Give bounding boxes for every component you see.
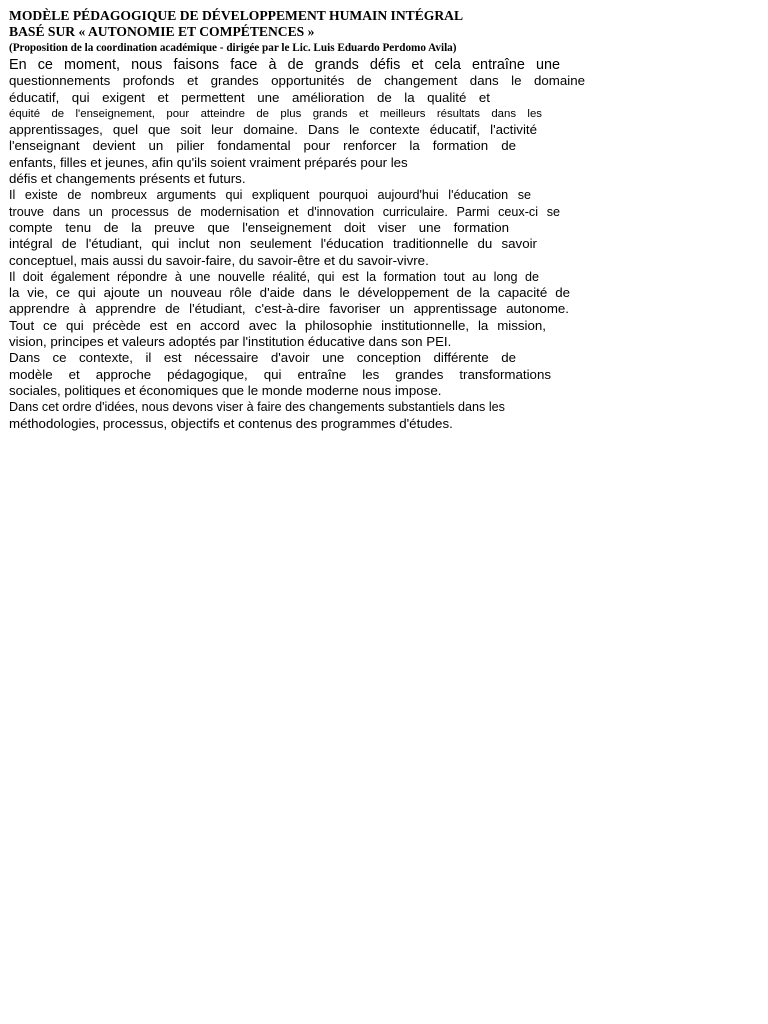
text-line: Dans cet ordre d'idées, nous devons viser à faire des changements substantiels dans les [9, 400, 505, 415]
text-line: méthodologies, processus, objectifs et contenus des programmes d'études. [9, 415, 453, 431]
document-title-line-2: BASÉ SUR « AUTONOMIE ET COMPÉTENCES » [9, 24, 315, 39]
document-page [9, 8, 589, 432]
text-line: la vie, ce qui ajoute un nouveau rôle d'aide dans le développement de la capacité de [9, 285, 570, 301]
text-line: éducatif, qui exigent et permettent une amélioration de la qualité et [9, 89, 490, 105]
text-line: trouve dans un processus de modernisation et d'innovation curriculaire. Parmi ceux-ci se [9, 204, 560, 219]
text-line: équité de l'enseignement, pour atteindre de plus grands et meilleurs résultats dans les [9, 107, 542, 120]
text-line: conceptuel, mais aussi du savoir-faire, du savoir-être et du savoir-vivre. [9, 252, 429, 268]
text-line: compte tenu de la preuve que l'enseignement doit viser une formation [9, 219, 509, 235]
document-body [9, 57, 589, 432]
text-line: sociales, politiques et économiques que le monde moderne nous impose. [9, 382, 442, 398]
text-line: défis et changements présents et futurs. [9, 171, 246, 187]
text-line: apprendre à apprendre de l'étudiant, c'est-à-dire favoriser un apprentissage autonome. [9, 301, 569, 317]
document-title-line-1: MODÈLE PÉDAGOGIQUE DE DÉVELOPPEMENT HUMAIN INTÉGRAL [9, 8, 464, 23]
text-line: Dans ce contexte, il est nécessaire d'avoir une conception différente de [9, 350, 516, 366]
text-line: Il doit également répondre à une nouvelle réalité, qui est la formation tout au long de [9, 269, 539, 284]
text-line: questionnements profonds et grandes opportunités de changement dans le domaine [9, 73, 585, 89]
text-line: Tout ce qui précède est en accord avec la philosophie institutionnelle, la mission, [9, 317, 546, 333]
text-line: intégral de l'étudiant, qui inclut non seulement l'éducation traditionnelle du savoir [9, 236, 537, 252]
document-subtitle: (Proposition de la coordination académique - dirigée par le Lic. Luis Eduardo Perdomo Avila) [9, 42, 457, 54]
text-line: Il existe de nombreux arguments qui expliquent pourquoi aujourd'hui l'éducation se [9, 188, 531, 203]
text-line: enfants, filles et jeunes, afin qu'ils soient vraiment préparés pour les [9, 154, 408, 170]
text-line: apprentissages, quel que soit leur domaine. Dans le contexte éducatif, l'activité [9, 122, 537, 138]
text-line: vision, principes et valeurs adoptés par l'institution éducative dans son PEI. [9, 334, 452, 350]
text-line: modèle et approche pédagogique, qui entraîne les grandes transformations [9, 366, 551, 382]
text-line: l'enseignant devient un pilier fondamental pour renforcer la formation de [9, 138, 516, 154]
text-line: En ce moment, nous faisons face à de grands défis et cela entraîne une [9, 57, 560, 73]
